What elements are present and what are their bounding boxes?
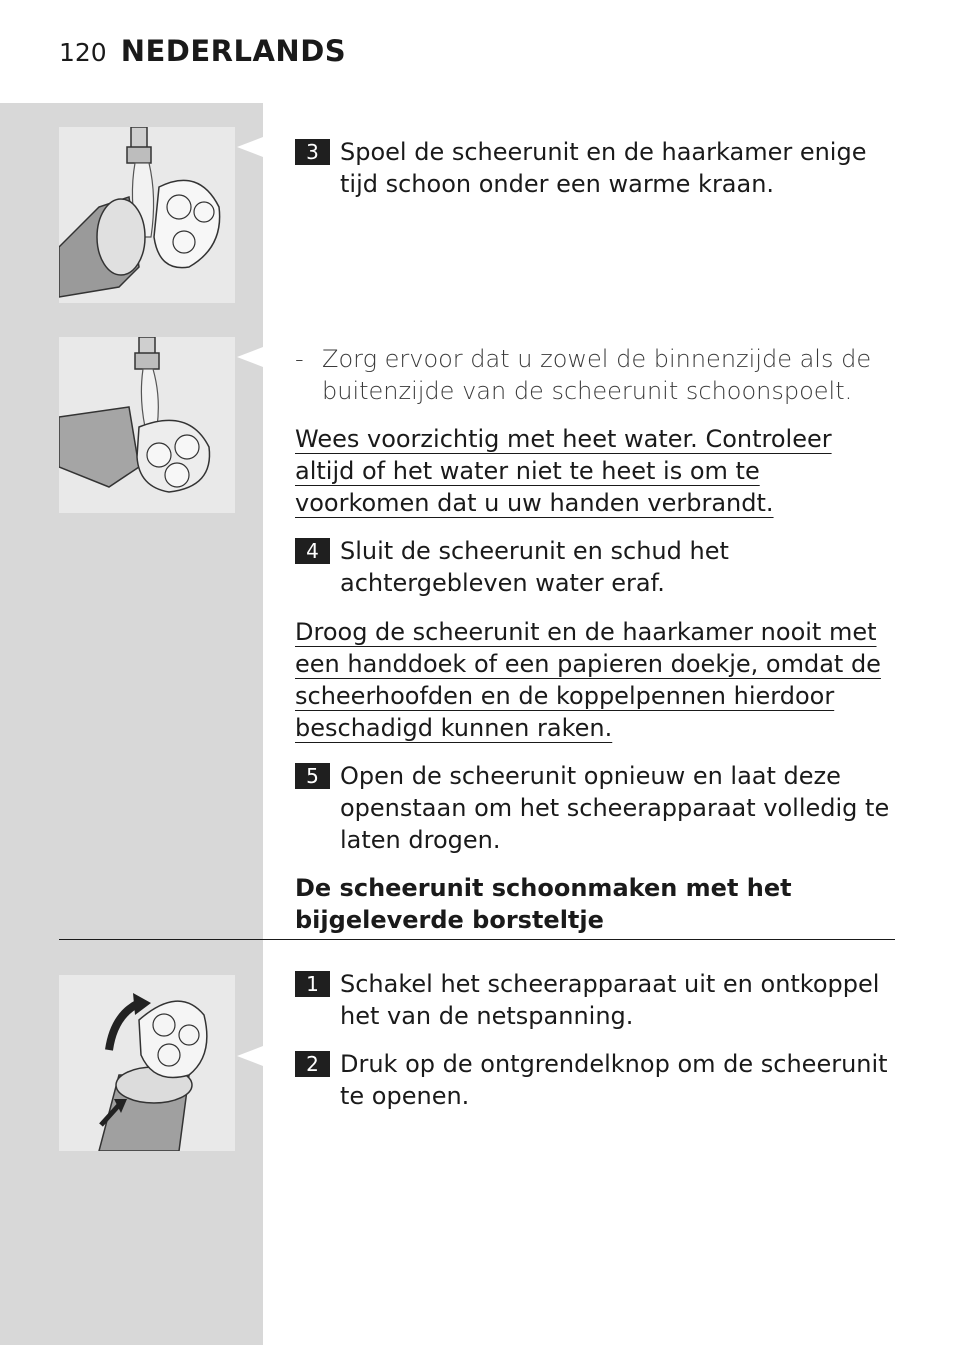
page-title: NEDERLANDS — [120, 34, 347, 68]
step-text: Open de scheerunit opnieuw en laat deze openstaan om het scheerapparaat volledig te laten drogen. — [340, 762, 890, 854]
step-number-badge: 4 — [295, 538, 330, 564]
page-number: 120 — [59, 38, 107, 67]
section-heading: De scheerunit schoonmaken met het bijgeleverde borsteltje — [295, 874, 792, 934]
shaver-open-unit-figure — [59, 975, 235, 1151]
bullet-text: Zorg ervoor dat u zowel de binnenzijde als de buitenzijde van de scheerunit schoonspoelt. — [322, 345, 872, 405]
figure-pointer — [237, 137, 263, 157]
bullet-item — [295, 343, 895, 407]
shaver-open-unit-icon — [59, 975, 235, 1151]
warning-hot-water — [295, 423, 895, 519]
step-text: Schakel het scheerapparaat uit en ontkoppel het van de netspanning. — [340, 970, 880, 1030]
bullet-dash: - — [295, 345, 304, 373]
page-header — [59, 34, 346, 68]
step-3 — [295, 136, 895, 200]
step-text: Sluit de scheerunit en schud het achtergebleven water eraf. — [340, 537, 729, 597]
shaver-rinse-outside-figure — [59, 337, 235, 513]
shaver-rinse-outside-icon — [59, 337, 235, 513]
step-5 — [295, 760, 895, 856]
step-text: Spoel de scheerunit en de haarkamer enige tijd schoon onder een warme kraan. — [340, 138, 867, 198]
step-1 — [295, 968, 895, 1032]
step-number-badge: 1 — [295, 971, 330, 997]
warning-text: Wees voorzichtig met heet water. Controleer altijd of het water niet te heet is om te voorkomen dat u uw handen verbrandt. — [295, 425, 832, 517]
figure-pointer — [237, 1046, 263, 1066]
shaver-rinse-open-icon — [59, 127, 235, 303]
shaver-rinse-open-figure — [59, 127, 235, 303]
step-number-badge: 5 — [295, 763, 330, 789]
figure-pointer — [237, 347, 263, 367]
section-divider — [59, 939, 895, 940]
step-number-badge: 3 — [295, 139, 330, 165]
step-text: Druk op de ontgrendelknop om de scheerunit te openen. — [340, 1050, 888, 1110]
warning-dry-towel — [295, 616, 895, 744]
step-4 — [295, 535, 895, 599]
warning-text: Droog de scheerunit en de haarkamer nooit met een handdoek of een papieren doekje, omdat de scheerhoofden en de koppelpennen hierdoor beschadigd kunnen raken. — [295, 618, 881, 742]
step-number-badge: 2 — [295, 1051, 330, 1077]
step-2 — [295, 1048, 895, 1112]
